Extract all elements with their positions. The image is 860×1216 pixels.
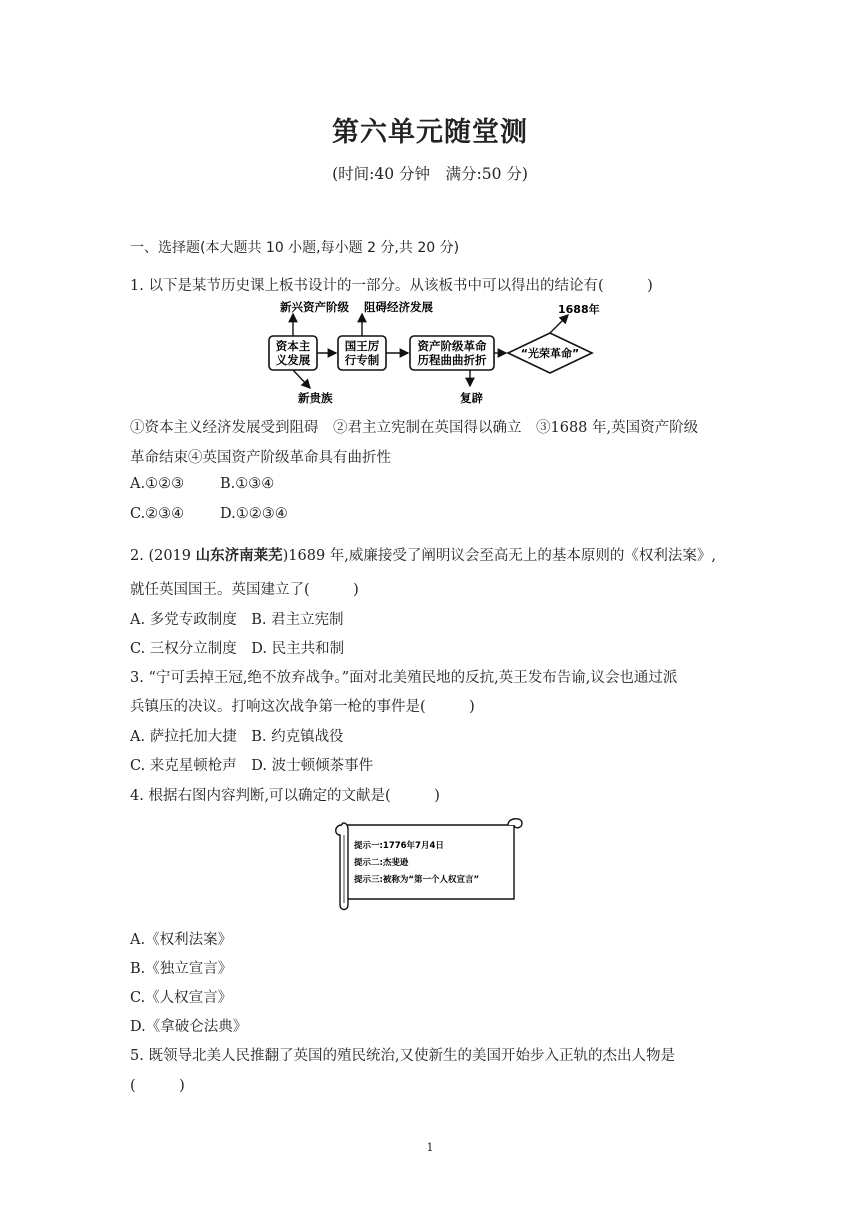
question-1-option-a: A.①②③ (130, 476, 185, 492)
question-3-options-ab: A. 萨拉托加大捷 B. 约克镇战役 (130, 729, 344, 745)
question-2-source: 山东济南莱芜 (195, 548, 283, 564)
page-title: 第六单元随堂测 (332, 117, 528, 148)
scroll-hint-3: 提示三:被称为“第一个人权宣言” (354, 875, 480, 885)
question-3-stem-line2: 兵镇压的决议。打响这次战争第一枪的事件是( ) (130, 699, 475, 715)
diagram-label-bourgeoisie: 新兴资产阶级 (280, 300, 349, 314)
diagram-diamond-label: “光荣革命” (520, 347, 580, 360)
scroll-hint-1: 提示一:1776年7月4日 (354, 841, 444, 851)
question-1-option-c: C.②③④ (130, 506, 185, 522)
diagram-label-1688: 1688年 (558, 303, 600, 316)
question-5-stem-line1: 5. 既领导北美人民推翻了英国的殖民统治,又使新生的美国开始步入正轨的杰出人物是 (130, 1048, 676, 1064)
question-1-statements-line2: 革命结束④英国资产阶级革命具有曲折性 (130, 450, 391, 466)
diagram-box3-line2: 历程曲曲折折 (417, 353, 487, 367)
question-1-option-b: B.①③④ (220, 476, 275, 492)
question-2-stem-line2: 就任英国国王。英国建立了( ) (130, 582, 359, 598)
question-3-stem-line1: 3. “宁可丢掉王冠,绝不放弃战争。”面对北美殖民地的反抗,英王发布告谕,议会也通过派 (130, 670, 678, 686)
section-heading: 一、选择题(本大题共 10 小题,每小题 2 分,共 20 分) (130, 240, 460, 256)
question-5-stem-line2: ( ) (130, 1078, 185, 1094)
question-1-option-d: D.①②③④ (220, 506, 288, 522)
question-1-diagram (260, 298, 600, 410)
question-4-option-c: C.《人权宣言》 (130, 990, 233, 1006)
page-number: 1 (426, 1141, 434, 1154)
page-subtitle: (时间:40 分钟 满分:50 分) (332, 165, 528, 183)
question-2-stem-text: )1689 年,威廉接受了阐明议会至高无上的基本原则的《权利法案》, (282, 548, 717, 564)
question-1-statements-line1: ①资本主义经济发展受到阻碍 ②君主立宪制在英国得以确立 ③1688 年,英国资产阶级 (130, 420, 699, 436)
question-2-number: 2. (130, 548, 149, 564)
question-2-options-ab: A. 多党专政制度 B. 君主立宪制 (130, 612, 344, 628)
question-2-source-prefix: (2019 (148, 548, 196, 564)
diagram-label-new-nobility: 新贵族 (298, 391, 333, 405)
diagram-box1-line2: 义发展 (275, 353, 311, 367)
question-4-option-a: A.《权利法案》 (130, 932, 233, 948)
question-4-stem: 4. 根据右图内容判断,可以确定的文献是( ) (130, 788, 440, 804)
scroll-hint-2: 提示二:杰斐逊 (354, 858, 409, 868)
diagram-label-hinder: 阻碍经济发展 (364, 300, 433, 314)
question-3-options-cd: C. 来克星顿枪声 D. 波士顿倾茶事件 (130, 758, 374, 774)
diagram-box2-line1: 国王厉 (344, 339, 380, 353)
question-2-options-cd: C. 三权分立制度 D. 民主共和制 (130, 641, 345, 657)
question-2-stem-line1 (130, 544, 716, 565)
diagram-box3-line1: 资产阶级革命 (417, 339, 487, 353)
diagram-label-restoration: 复辟 (460, 391, 483, 405)
question-4-option-b: B.《独立宣言》 (130, 961, 233, 977)
diagram-box2-line2: 行专制 (344, 353, 380, 367)
question-4-scroll-image (332, 813, 526, 913)
diagram-box1-line1: 资本主 (275, 339, 311, 353)
question-4-option-d: D.《拿破仑法典》 (130, 1019, 248, 1035)
question-1-stem: 1. 以下是某节历史课上板书设计的一部分。从该板书中可以得出的结论有( ) (130, 278, 653, 294)
